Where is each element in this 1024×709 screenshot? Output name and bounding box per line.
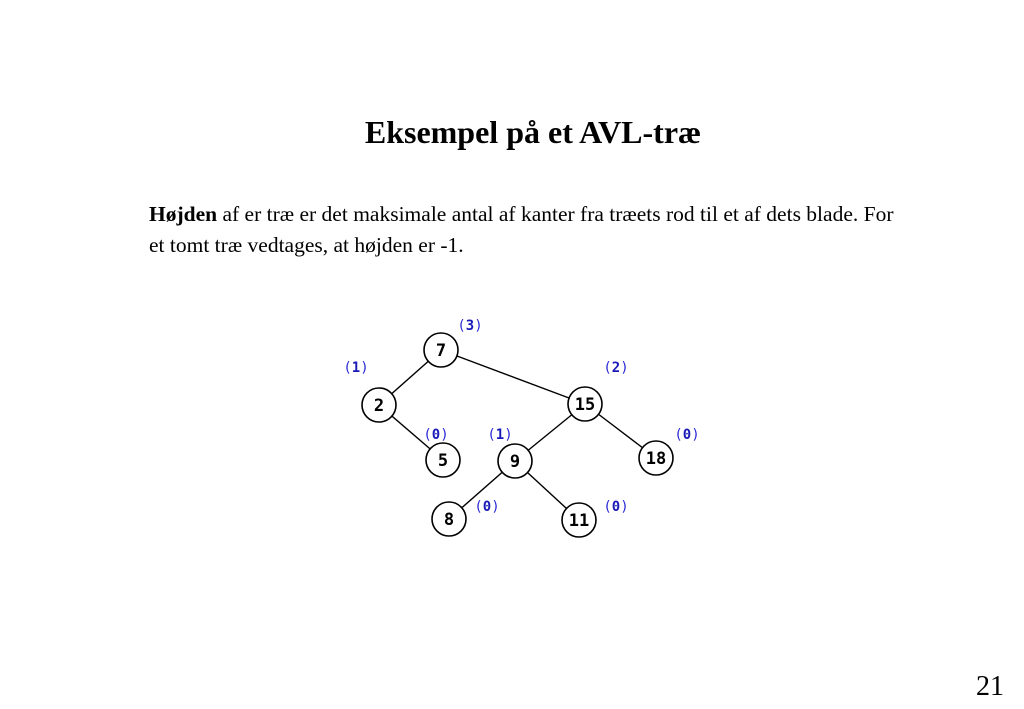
height-value: 2 <box>611 360 621 376</box>
height-label-9: (1) <box>487 427 513 443</box>
tree-node-7 <box>424 333 458 367</box>
tree-node-5 <box>426 443 460 477</box>
page-number: 21 <box>976 671 1004 702</box>
height-value: 0 <box>482 499 492 515</box>
tree-node-11 <box>562 503 596 537</box>
height-value: 1 <box>495 427 505 443</box>
height-label-18: (0) <box>674 427 700 443</box>
tree-node-2 <box>362 388 396 422</box>
height-value: 0 <box>611 499 621 515</box>
node-label: 11 <box>568 511 590 531</box>
node-label: 7 <box>435 341 447 361</box>
node-label: 5 <box>437 451 449 471</box>
node-label: 18 <box>645 449 667 469</box>
tree-node-9 <box>498 444 532 478</box>
height-value: 0 <box>431 427 441 443</box>
height-label-11: (0) <box>603 499 629 515</box>
slide-title: Eksempel på et AVL-træ <box>364 114 702 150</box>
node-label: 8 <box>443 510 455 530</box>
height-label-2: (1) <box>343 360 369 376</box>
tree-node-15 <box>568 387 602 421</box>
height-value: 0 <box>682 427 692 443</box>
edge-7-15 <box>441 350 585 404</box>
definition-text: af er træ er det maksimale antal af kanter fra træets rod til et af dets blade. For et tomt træ vedtages, at højden er -1. <box>149 202 894 257</box>
height-label-5: (0) <box>423 427 449 443</box>
node-label: 2 <box>373 396 385 416</box>
height-value: 3 <box>465 318 475 334</box>
tree-node-18 <box>639 441 673 475</box>
node-label: 15 <box>574 395 596 415</box>
height-label-15: (2) <box>603 360 629 376</box>
tree-node-8 <box>432 502 466 536</box>
node-label: 9 <box>509 452 521 472</box>
height-label-7: (3) <box>457 318 483 334</box>
height-label-8: (0) <box>474 499 500 515</box>
definition-term: Højden <box>149 202 218 226</box>
height-value: 1 <box>351 360 361 376</box>
